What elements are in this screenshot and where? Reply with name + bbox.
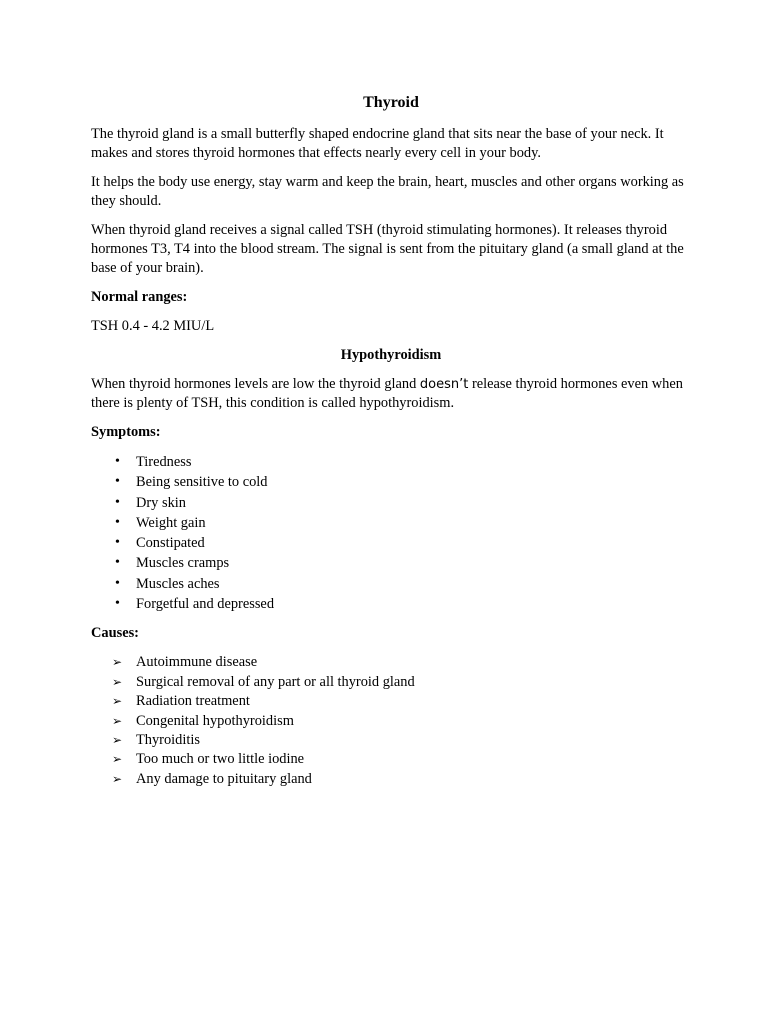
list-item-text: Radiation treatment <box>136 693 250 710</box>
arrow-bullet-icon: ➢ <box>112 713 123 728</box>
list-item-text: Congenital hypothyroidism <box>136 712 294 729</box>
list-item-text: Thyroiditis <box>136 732 200 748</box>
list-item <box>91 472 691 492</box>
list-item <box>91 493 691 513</box>
list-item <box>91 750 691 769</box>
list-item-text: Surgical removal of any part or all thyroid gland <box>136 673 415 690</box>
bullet-icon: • <box>115 596 120 612</box>
arrow-bullet-icon: ➢ <box>112 655 123 670</box>
hypothyroidism-description <box>91 375 691 413</box>
causes-heading: Causes: <box>91 625 139 642</box>
list-item-text: Muscles cramps <box>136 555 230 572</box>
list-item-text: Tiredness <box>136 454 192 470</box>
hypothyroidism-desc-doesnt: doesn’t <box>419 377 469 392</box>
hypothyroidism-heading: Hypothyroidism <box>340 347 442 363</box>
list-item-text: Dry skin <box>136 494 186 511</box>
bullet-icon: • <box>115 474 120 490</box>
arrow-bullet-icon: ➢ <box>112 674 123 689</box>
normal-ranges-heading: Normal ranges: <box>91 289 188 305</box>
page-title: Thyroid <box>363 94 419 111</box>
arrow-bullet-icon: ➢ <box>112 771 123 786</box>
list-item-text: Constipated <box>136 535 205 552</box>
list-item <box>91 770 691 789</box>
bullet-icon: • <box>115 494 120 510</box>
intro-paragraph-3: When thyroid gland receives a signal called TSH (thyroid stimulating hormones). It releases thyroid hormones T3, T4 into the blood stream. The signal is sent from the pituitary gland (a small gland at the base of your brain). <box>91 222 684 276</box>
list-item <box>91 533 691 553</box>
list-item <box>91 712 691 731</box>
arrow-bullet-icon: ➢ <box>112 752 123 767</box>
list-item <box>91 731 691 750</box>
bullet-icon: • <box>115 454 120 469</box>
list-item <box>91 574 691 594</box>
hypothyroidism-desc-part-2: release thyroid hormones even when there is plenty of TSH, this condition is called hypothyroidism. <box>91 376 683 411</box>
list-item <box>91 594 691 614</box>
bullet-icon: • <box>115 575 120 591</box>
normal-ranges-value: TSH 0.4 - 4.2 MIU/L <box>91 318 215 334</box>
hypothyroidism-desc-part-1: When thyroid hormones levels are low the thyroid gland <box>91 376 420 392</box>
intro-paragraph-1: The thyroid gland is a small butterfly shaped endocrine gland that sits near the base of your neck. It makes and stores thyroid hormones that effects nearly every cell in your body. <box>91 126 664 161</box>
list-item <box>91 513 691 533</box>
causes-list <box>91 653 691 789</box>
list-item-text: Muscles aches <box>136 575 220 592</box>
list-item-text: Weight gain <box>136 514 206 531</box>
bullet-icon: • <box>115 555 120 571</box>
list-item-text: Autoimmune disease <box>136 654 258 671</box>
list-item-text: Being sensitive to cold <box>136 474 268 491</box>
bullet-icon: • <box>115 514 120 530</box>
list-item <box>91 673 691 692</box>
list-item <box>91 692 691 711</box>
symptoms-list <box>91 452 691 614</box>
intro-paragraph-2: It helps the body use energy, stay warm and keep the brain, heart, muscles and other organs working as they should. <box>91 174 684 209</box>
arrow-bullet-icon: ➢ <box>112 733 123 747</box>
list-item <box>91 553 691 573</box>
list-item-text: Too much or two little iodine <box>136 751 305 768</box>
list-item-text: Forgetful and depressed <box>136 596 275 613</box>
list-item <box>91 452 691 472</box>
arrow-bullet-icon: ➢ <box>112 694 123 709</box>
symptoms-heading: Symptoms: <box>91 424 161 440</box>
list-item <box>91 653 691 672</box>
bullet-icon: • <box>115 535 120 551</box>
list-item-text: Any damage to pituitary gland <box>136 770 312 787</box>
document-body <box>91 93 691 799</box>
